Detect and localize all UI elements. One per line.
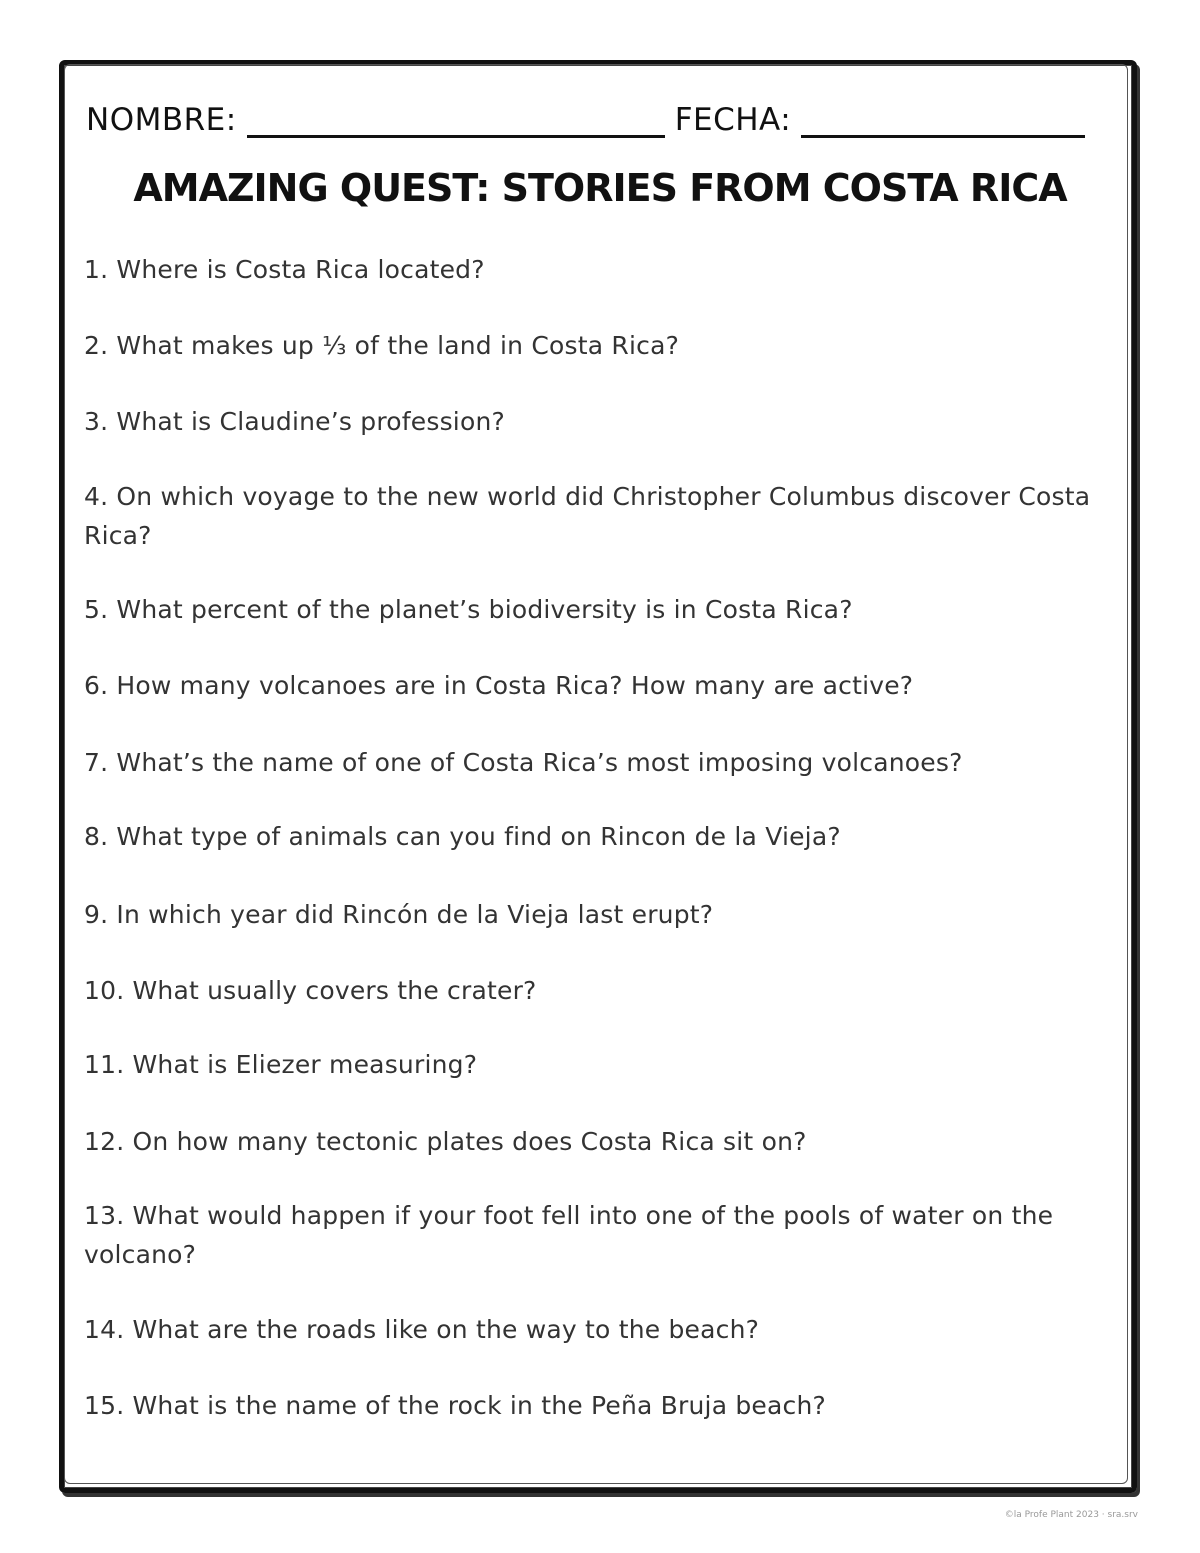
question-4: 4. On which voyage to the new world did Christopher Columbus discover Costa Rica?: [84, 482, 1091, 550]
question-12: 12. On how many tectonic plates does Costa Rica sit on?: [84, 1127, 807, 1156]
question-7: 7. What’s the name of one of Costa Rica’s most imposing volcanoes?: [84, 748, 963, 777]
question-10: 10. What usually covers the crater?: [84, 976, 537, 1005]
question-1: 1. Where is Costa Rica located?: [84, 255, 485, 284]
question-11: 11. What is Eliezer measuring?: [84, 1050, 478, 1079]
question-9: 9. In which year did Rincón de la Vieja last erupt?: [84, 900, 714, 929]
copyright-footer: ©la Profe Plant 2023 · sra.srv: [1004, 1510, 1138, 1520]
question-6: 6. How many volcanoes are in Costa Rica? How many are active?: [84, 671, 914, 700]
name-date-header: [86, 98, 1106, 138]
name-label: NOMBRE:: [86, 102, 237, 138]
worksheet-title: AMAZING QUEST: STORIES FROM COSTA RICA: [133, 166, 1067, 210]
question-8: 8. What type of animals can you find on Rincon de la Vieja?: [84, 822, 841, 851]
question-13: 13. What would happen if your foot fell into one of the pools of water on the volcano?: [84, 1201, 1054, 1269]
question-15: 15. What is the name of the rock in the Peña Bruja beach?: [84, 1391, 826, 1420]
question-5: 5. What percent of the planet’s biodiversity is in Costa Rica?: [84, 595, 853, 624]
date-blank-line: [801, 105, 1085, 138]
date-label: FECHA:: [674, 102, 792, 138]
question-3: 3. What is Claudine’s profession?: [84, 407, 505, 436]
question-14: 14. What are the roads like on the way to the beach?: [84, 1315, 760, 1344]
name-blank-line: [247, 105, 665, 138]
question-2: 2. What makes up ⅓ of the land in Costa Rica?: [84, 331, 680, 360]
